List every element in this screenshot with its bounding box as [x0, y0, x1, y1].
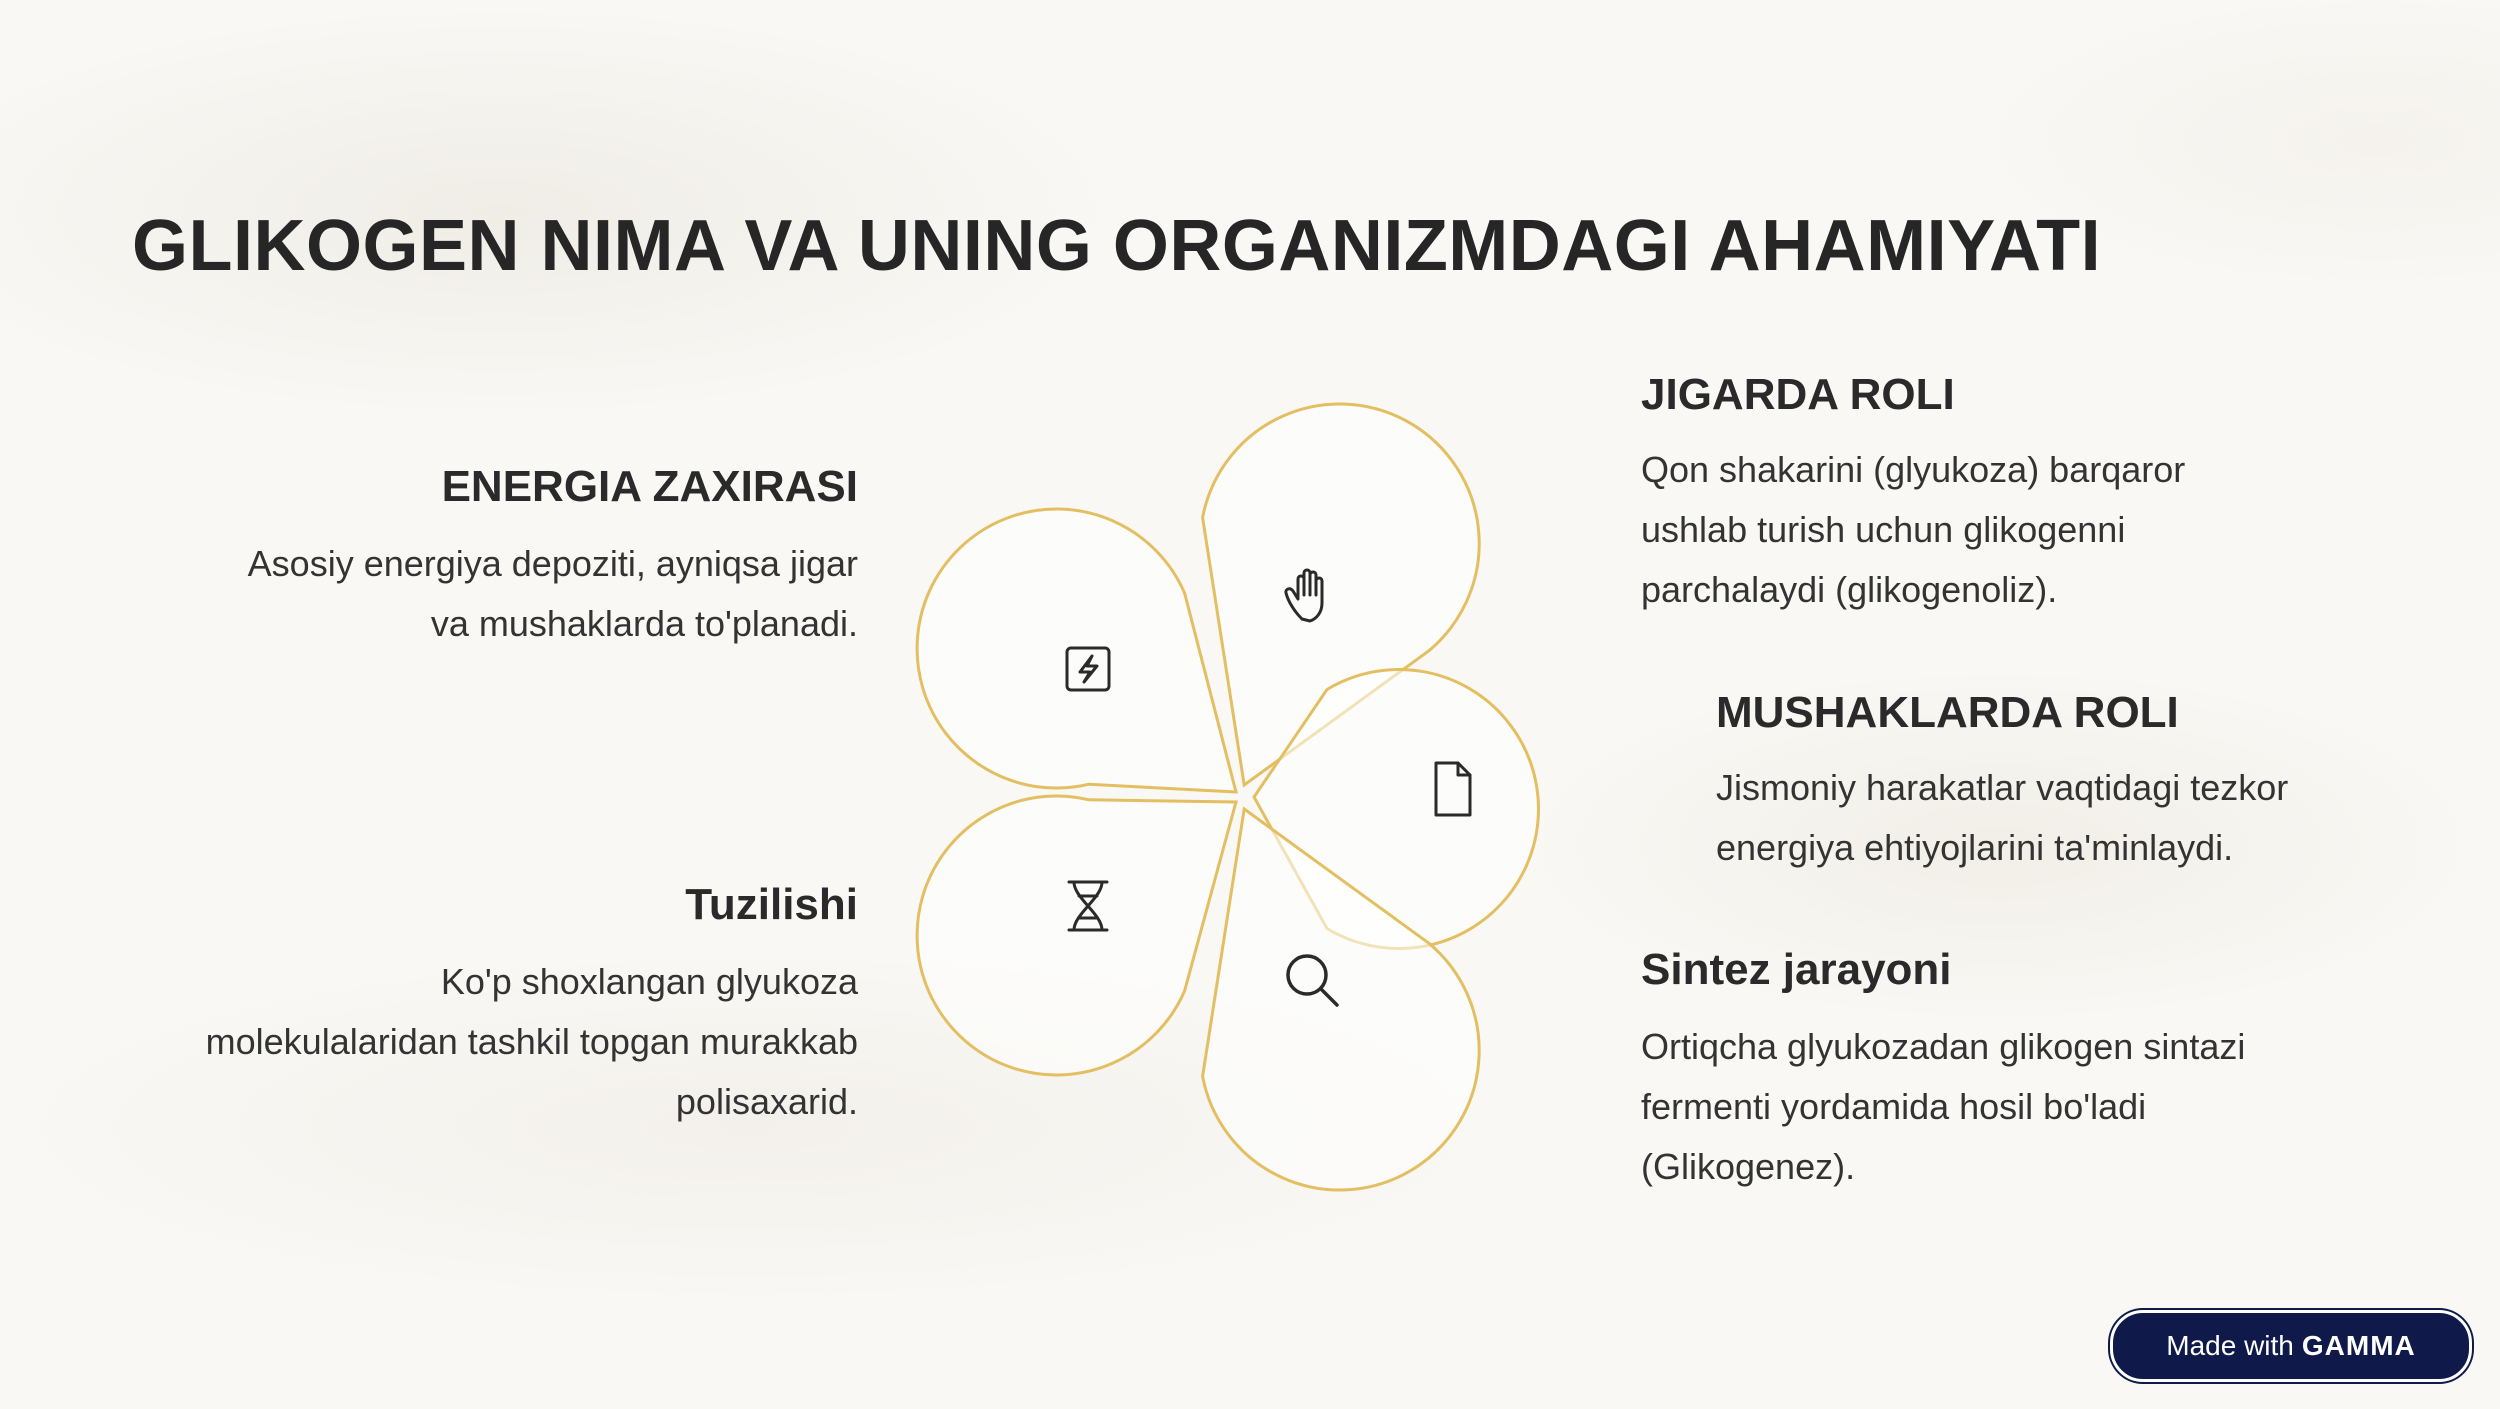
section-text-line: ushlab turish uchun glikogenni	[1641, 509, 2126, 550]
section-heading-tuzilishi: Tuzilishi	[685, 880, 858, 929]
section-text-line: molekulalaridan tashkil topgan murakkab	[205, 1021, 858, 1062]
section-heading-jigarda: JIGARDA ROLI	[1641, 370, 1955, 419]
section-text-line: parchalaydi (glikogenoliz).	[1641, 569, 2058, 610]
section-text-line: fermenti yordamida hosil bo'ladi	[1641, 1086, 2147, 1127]
section-text-line: Asosiy energiya depoziti, ayniqsa jigar	[247, 543, 858, 584]
gamma-logo: GAMMA	[2301, 1330, 2416, 1361]
section-text-line: Ortiqcha glyukozadan glikogen sintazi	[1641, 1026, 2246, 1067]
section-heading-energia: ENERGIA ZAXIRASI	[441, 462, 858, 511]
made-with-gamma-badge[interactable]	[2110, 1310, 2472, 1382]
section-text-line: energiya ehtiyojlarini ta'minlaydi.	[1716, 827, 2234, 868]
section-text-line: Qon shakarini (glyukoza) barqaror	[1641, 449, 2186, 490]
section-heading-mushak: MUSHAKLARDA ROLI	[1716, 688, 2179, 737]
slide-title: GLIKOGEN NIMA VA UNING ORGANIZMDAGI AHAMIYATI	[132, 206, 2102, 286]
badge-prefix: Made with	[2166, 1330, 2294, 1361]
section-text-line: Jismoniy harakatlar vaqtidagi tezkor	[1716, 767, 2289, 808]
section-text-line: polisaxarid.	[675, 1081, 858, 1122]
section-text-line: Ko'p shoxlangan glyukoza	[440, 961, 858, 1002]
petal-energia	[917, 509, 1236, 792]
section-text-line: va mushaklarda to'planadi.	[430, 603, 858, 644]
petal-tuzilishi	[917, 796, 1236, 1075]
section-heading-sintez: Sintez jarayoni	[1641, 945, 1952, 994]
section-text-line: (Glikogenez).	[1641, 1146, 1856, 1187]
